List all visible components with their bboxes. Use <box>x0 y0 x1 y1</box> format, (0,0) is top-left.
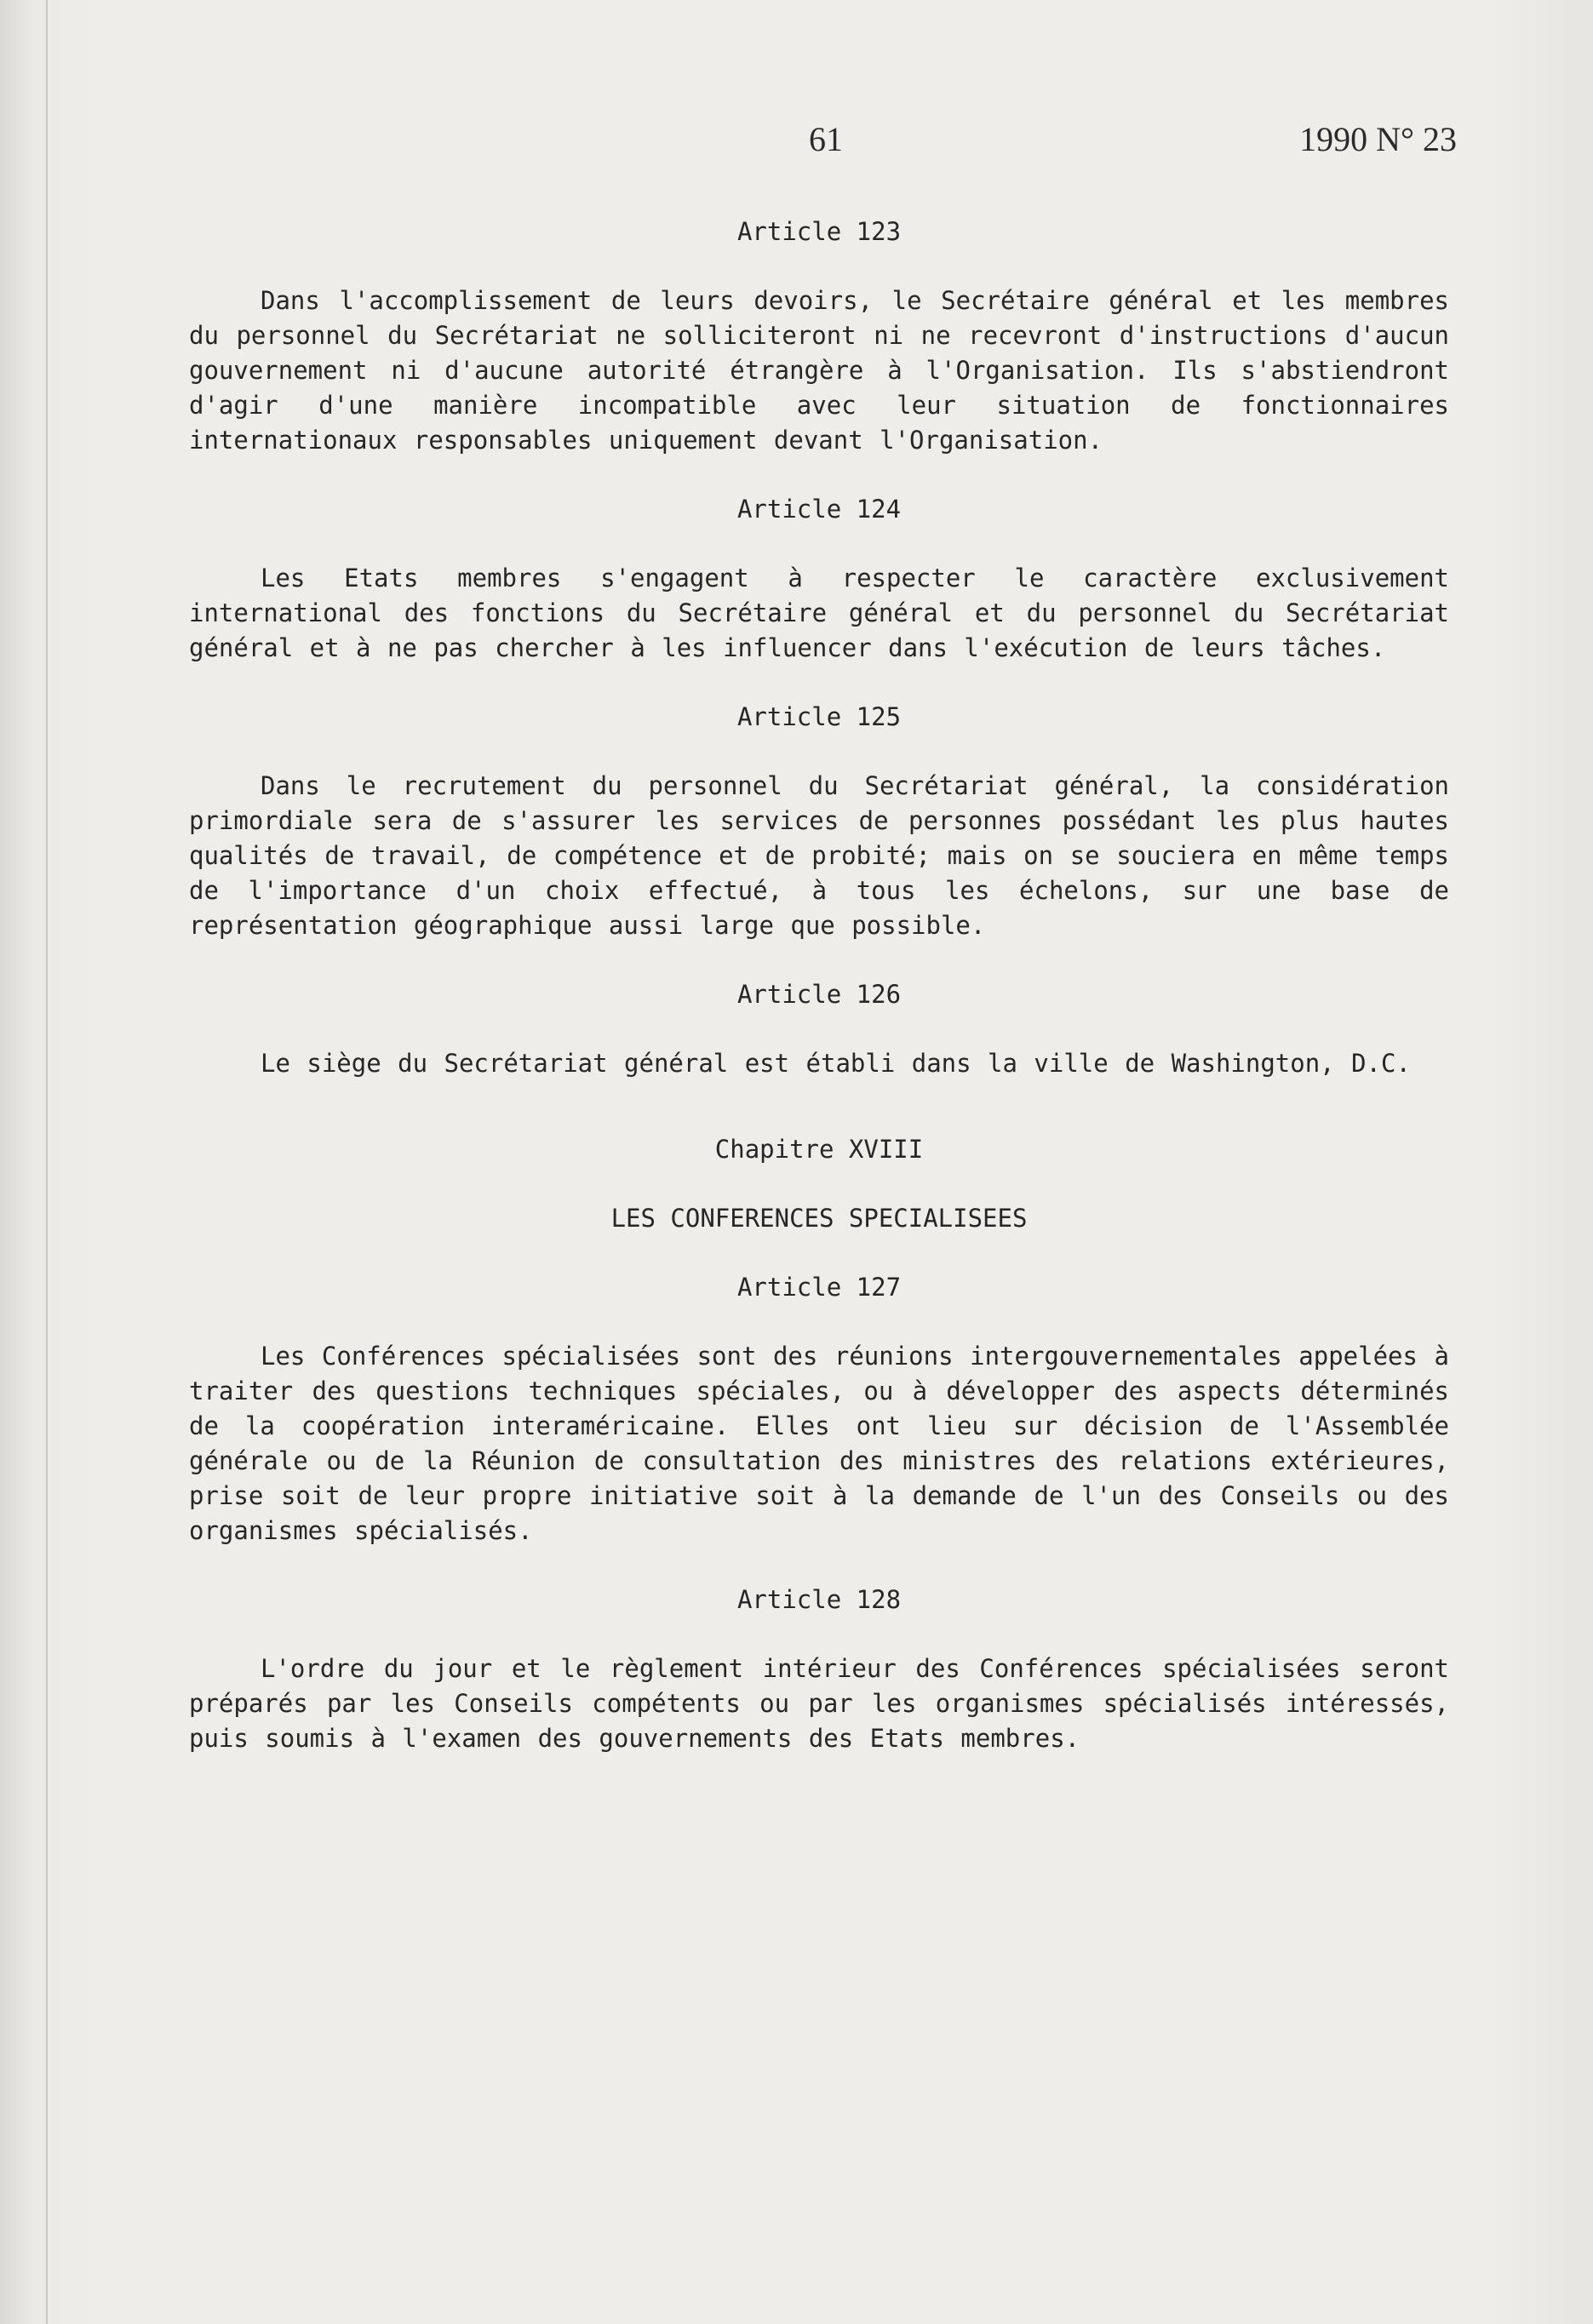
article-heading: Article 125 <box>736 702 902 731</box>
article-heading: Article 128 <box>736 1585 902 1614</box>
article-heading: Article 126 <box>736 980 902 1009</box>
article-text: L'ordre du jour et le règlement intérieur des Conférences spécialisées seront préparés par les Conseils compétents ou par les organismes spécialisés intéressés, puis soumis à l'examen des gouvernements des Etats membres. <box>189 1654 1449 1753</box>
page-header <box>0 119 1593 162</box>
chapter-number: Chapitre XVIII <box>714 1135 924 1164</box>
article-text: Les Conférences spécialisées sont des réunions intergouvernementales appelées à traiter des questions techniques spéciales, ou à développer des aspects déterminés de la coopération interaméricaine. Elles ont lieu sur décision de l'Assemblée générale ou de la Réunion de consultation des ministres des relations extérieures, prise soit de leur propre initiative soit à la demande de l'un des Conseils ou des organismes spécialisés. <box>189 1342 1449 1545</box>
chapter-title: LES CONFERENCES SPECIALISEES <box>610 1204 1028 1233</box>
binding-gutter <box>46 0 48 2324</box>
article-text: Dans l'accomplissement de leurs devoirs, le Secrétaire général et les membres du personnel du Secrétariat ne solliciteront ni ne recevront d'instructions d'aucun gouvernement ni d'aucune autorité étrangère à l'Organisation. Ils s'abstiendront d'agir d'une manière incompatible avec leur situation de fonctionnaires internationaux responsables uniquement devant l'Organisation. <box>189 286 1449 455</box>
article-heading: Article 123 <box>736 217 902 246</box>
year-number: 1990 N° 23 <box>1299 120 1457 158</box>
article-text: Les Etats membres s'engagent à respecter le caractère exclusivement international des fonctions du Secrétaire général et du personnel du Secrétariat général et à ne pas chercher à les influencer dans l'exécution de leurs tâches. <box>189 564 1449 662</box>
article-heading: Article 127 <box>736 1273 902 1302</box>
article-text: Le siège du Secrétariat général est établi dans la ville de Washington, D.C. <box>261 1049 1411 1078</box>
page-content <box>189 215 1449 1756</box>
page-number: 61 <box>809 120 843 158</box>
article-heading: Article 124 <box>736 495 902 524</box>
article-text: Dans le recrutement du personnel du Secrétariat général, la considération primordiale sera de s'assurer les services de personnes possédant les plus hautes qualités de travail, de compétence et de probité; mais on se souciera en même temps de l'importance d'un choix effectué, à tous les échelons, sur une base de représentation géographique aussi large que possible. <box>189 771 1449 940</box>
